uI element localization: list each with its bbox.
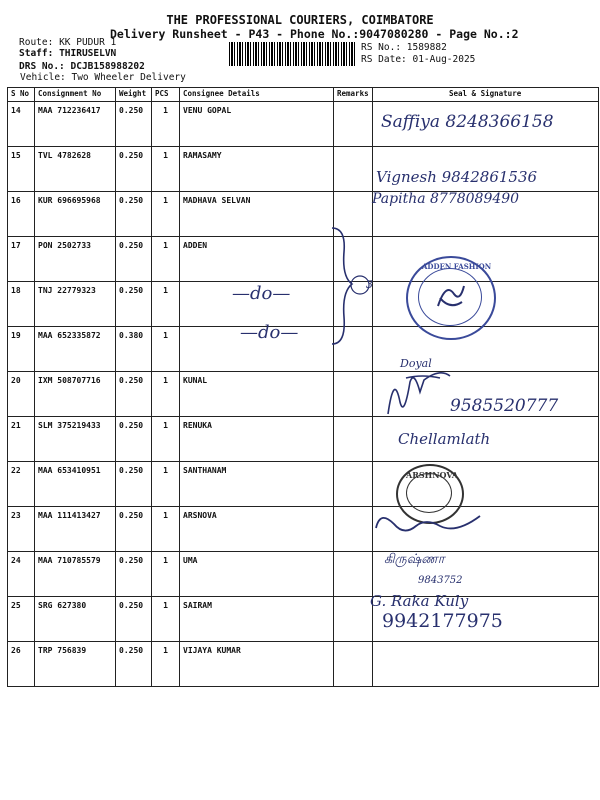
cell-pcs: 1 (152, 192, 180, 237)
cell-weight: 0.250 (116, 147, 152, 192)
cell-consignee: MADHAVA SELVAN (180, 192, 334, 237)
cell-pcs: 1 (152, 552, 180, 597)
cell-remarks (334, 147, 373, 192)
signature-row22: Chellamlath (398, 430, 491, 448)
cell-sno: 19 (8, 327, 35, 372)
staff-label: Staff: (19, 48, 54, 59)
col-remarks: Remarks (334, 88, 373, 102)
cell-consignee: SAIRAM (180, 597, 334, 642)
barcode (229, 42, 355, 66)
cell-sno: 18 (8, 282, 35, 327)
rs-number: RS No.: 1589882 (361, 42, 447, 53)
cell-weight: 0.250 (116, 417, 152, 462)
cell-weight: 0.250 (116, 597, 152, 642)
drs-line (19, 61, 145, 72)
cell-consignee: RAMASAMY (180, 147, 334, 192)
cell-pcs: 1 (152, 147, 180, 192)
table-row (8, 417, 599, 462)
cell-consignee: UMA (180, 552, 334, 597)
cell-pcs: 1 (152, 417, 180, 462)
table-row (8, 282, 599, 327)
staff-line (19, 48, 116, 59)
table-row (8, 462, 599, 507)
cell-consignment: MAA 111413427 (35, 507, 116, 552)
runsheet-title: Delivery Runsheet - P43 - Phone No.:9047080280 - Page No.:2 (110, 27, 519, 41)
route-line (19, 37, 116, 48)
cell-consignee: KUNAL (180, 372, 334, 417)
signature-row14: Saffiya 8248366158 (381, 112, 554, 132)
cell-consignment: SLM 375219433 (35, 417, 116, 462)
cell-remarks (334, 597, 373, 642)
arshnova-stamp-text: ARSHNOVA (406, 470, 459, 480)
signature-row21-phone: 9585520777 (450, 396, 559, 416)
cell-pcs: 1 (152, 237, 180, 282)
cell-consignee: VIJAYA KUMAR (180, 642, 334, 687)
cell-weight: 0.250 (116, 462, 152, 507)
adden-stamp-scribble (434, 280, 468, 314)
cell-pcs: 1 (152, 372, 180, 417)
col-consignment: Consignment No (35, 88, 116, 102)
cell-sno: 26 (8, 642, 35, 687)
signature-row25a: கிருஷ்ணா (384, 552, 445, 567)
cell-remarks (334, 372, 373, 417)
cell-pcs: 1 (152, 102, 180, 147)
cell-consignee: ADDEN (180, 237, 334, 282)
drs-label: DRS No.: (19, 61, 65, 72)
cell-weight: 0.250 (116, 102, 152, 147)
signature-row24 (370, 506, 490, 546)
cell-consignment: PON 2502733 (35, 237, 116, 282)
cell-remarks (334, 552, 373, 597)
table-row (8, 237, 599, 282)
cell-sno: 23 (8, 507, 35, 552)
cell-pcs: 1 (152, 507, 180, 552)
table-row (8, 597, 599, 642)
cell-remarks (334, 102, 373, 147)
cell-sno: 21 (8, 417, 35, 462)
cell-pcs: 1 (152, 597, 180, 642)
route-label: Route: (19, 37, 54, 48)
cell-pcs: 1 (152, 462, 180, 507)
cell-sno: 24 (8, 552, 35, 597)
cell-consignee: VENU GOPAL (180, 102, 334, 147)
cell-consignment: KUR 696695968 (35, 192, 116, 237)
staff-value: THIRUSELVN (59, 48, 117, 59)
col-pcs: PCS (152, 88, 180, 102)
cell-sno: 14 (8, 102, 35, 147)
cell-consignment: TVL 4782628 (35, 147, 116, 192)
cell-weight: 0.250 (116, 192, 152, 237)
signature-row16a: Vignesh 9842861536 (376, 168, 538, 186)
signature-row26b: 9942177975 (382, 610, 503, 632)
signature-row16b: Papitha 8778089490 (372, 191, 520, 207)
table-row (8, 552, 599, 597)
cell-sno: 17 (8, 237, 35, 282)
cell-consignment: MAA 652335872 (35, 327, 116, 372)
cell-sno: 25 (8, 597, 35, 642)
cell-remarks (334, 507, 373, 552)
signature-row26a: G. Raka Kuly (370, 592, 469, 610)
company-name: THE PROFESSIONAL COURIERS, COIMBATORE (166, 13, 434, 27)
cell-consignment: IXM 508707716 (35, 372, 116, 417)
cell-consignment: MAA 653410951 (35, 462, 116, 507)
adden-stamp-text: ADDEN FASHION (422, 262, 492, 271)
cell-weight: 0.250 (116, 237, 152, 282)
signature-row25b: 9843752 (418, 575, 463, 586)
cell-sno: 16 (8, 192, 35, 237)
cell-pcs: 1 (152, 282, 180, 327)
ditto-mark-row18: —do— (232, 283, 291, 304)
bracket-count: 3 (366, 278, 373, 291)
col-consignee: Consignee Details (180, 88, 334, 102)
cell-sno: 20 (8, 372, 35, 417)
table-row (8, 642, 599, 687)
cell-weight: 0.250 (116, 642, 152, 687)
cell-remarks (334, 462, 373, 507)
drs-value: DCJB158988202 (70, 61, 145, 72)
signature-row20-name: Doyal (400, 357, 432, 370)
vehicle-line: Vehicle: Two Wheeler Delivery (20, 72, 186, 83)
col-sno: S No (8, 88, 35, 102)
cell-consignment: TNJ 22779323 (35, 282, 116, 327)
route-value: KK PUDUR 1 (59, 37, 117, 48)
table-header-row (8, 88, 599, 102)
col-signature: Seal & Signature (372, 88, 598, 102)
cell-weight: 0.250 (116, 282, 152, 327)
table-row (8, 327, 599, 372)
ditto-mark-row19: —do— (240, 322, 299, 343)
cell-consignee: RENUKA (180, 417, 334, 462)
cell-consignment: MAA 712236417 (35, 102, 116, 147)
cell-consignee: SANTHANAM (180, 462, 334, 507)
cell-sno: 15 (8, 147, 35, 192)
cell-pcs: 1 (152, 327, 180, 372)
cell-consignment: MAA 710785579 (35, 552, 116, 597)
col-weight: Weight (116, 88, 152, 102)
cell-weight: 0.250 (116, 372, 152, 417)
cell-consignment: TRP 756839 (35, 642, 116, 687)
cell-consignment: SRG 627380 (35, 597, 116, 642)
table-row (8, 507, 599, 552)
cell-sno: 22 (8, 462, 35, 507)
cell-signature (372, 642, 598, 687)
rs-date: RS Date: 01-Aug-2025 (361, 54, 476, 65)
cell-weight: 0.250 (116, 507, 152, 552)
cell-weight: 0.380 (116, 327, 152, 372)
cell-weight: 0.250 (116, 552, 152, 597)
cell-remarks (334, 642, 373, 687)
cell-pcs: 1 (152, 642, 180, 687)
cell-consignee: ARSNOVA (180, 507, 334, 552)
cell-remarks (334, 417, 373, 462)
